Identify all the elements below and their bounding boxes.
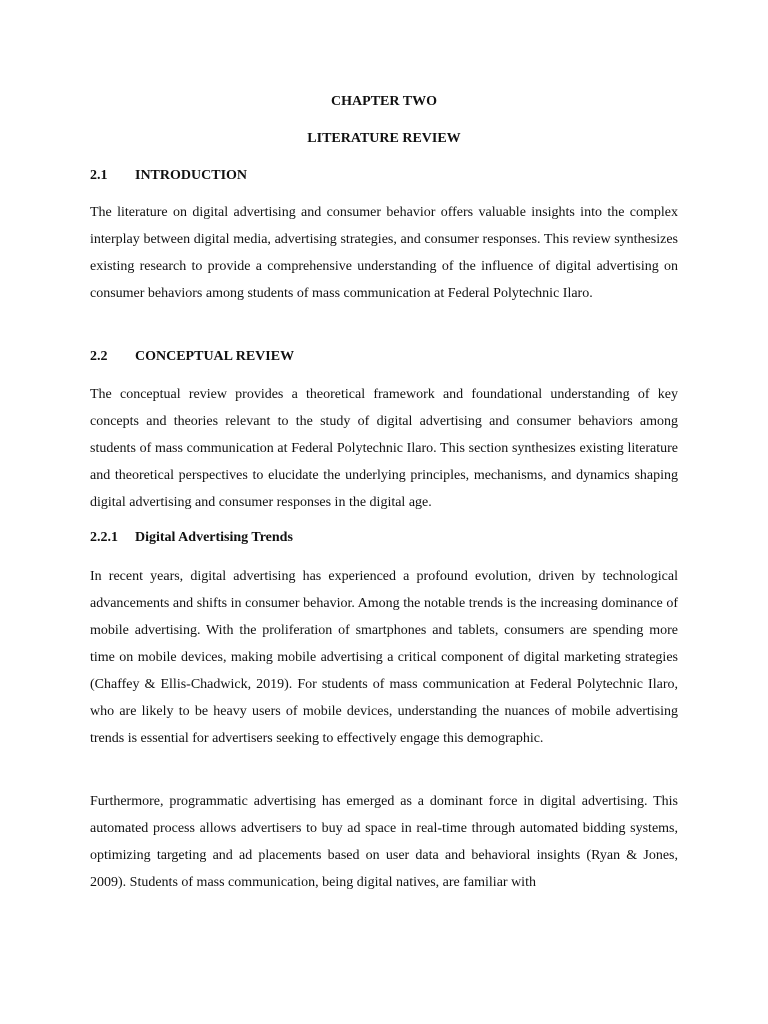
paragraph-introduction: The literature on digital advertising and consumer behavior offers valuable insights into the complex interplay between digital media, advertising strategies, and consumer responses. This review synthesizes existing research to provide a comprehensive understanding of the influence of digital advertising on consumer behaviors among students of mass communication at Federal Polytechnic Ilaro. — [90, 205, 678, 301]
section-title: CONCEPTUAL REVIEW — [135, 349, 295, 364]
section-heading-digital-advertising-trends — [90, 528, 678, 548]
section-number: 2.1 — [90, 168, 108, 183]
section-title: Digital Advertising Trends — [135, 530, 293, 545]
section-number: 2.2 — [90, 349, 108, 364]
chapter-title: LITERATURE REVIEW — [307, 131, 461, 146]
section-heading-conceptual-review — [90, 347, 678, 367]
document-page — [90, 0, 678, 1024]
section-title: INTRODUCTION — [135, 168, 248, 183]
paragraph-trends-mobile: In recent years, digital advertising has experienced a profound evolution, driven by technological advancements and shifts in consumer behavior. Among the notable trends is the increasing dominance of mobile advertising. With the proliferation of smartphones and tablets, consumers are spending more time on mobile devices, making mobile advertising a critical component of digital marketing strategies (Chaffey & Ellis-Chadwick, 2019). For students of mass communication at Federal Polytechnic Ilaro, who are likely to be heavy users of mobile devices, understanding the nuances of mobile advertising trends is essential for advertisers seeking to effectively engage this demographic. — [90, 569, 678, 746]
paragraph-trends-programmatic: Furthermore, programmatic advertising has emerged as a dominant force in digital advertising. This automated process allows advertisers to buy ad space in real-time through automated bidding systems, optimizing targeting and ad placements based on user data and behavioral insights (Ryan & Jones, 2009). Students of mass communication, being digital natives, are familiar with — [90, 794, 678, 890]
paragraph-conceptual-review: The conceptual review provides a theoretical framework and foundational understanding of key concepts and theories relevant to the study of digital advertising and consumer behaviors among students of mass communication at Federal Polytechnic Ilaro. This section synthesizes existing literature and theoretical perspectives to elucidate the underlying principles, mechanisms, and dynamics shaping digital advertising and consumer responses in the digital age. — [90, 387, 678, 510]
chapter-label: CHAPTER TWO — [331, 94, 437, 109]
section-heading-introduction — [90, 166, 678, 186]
section-number: 2.2.1 — [90, 530, 118, 545]
